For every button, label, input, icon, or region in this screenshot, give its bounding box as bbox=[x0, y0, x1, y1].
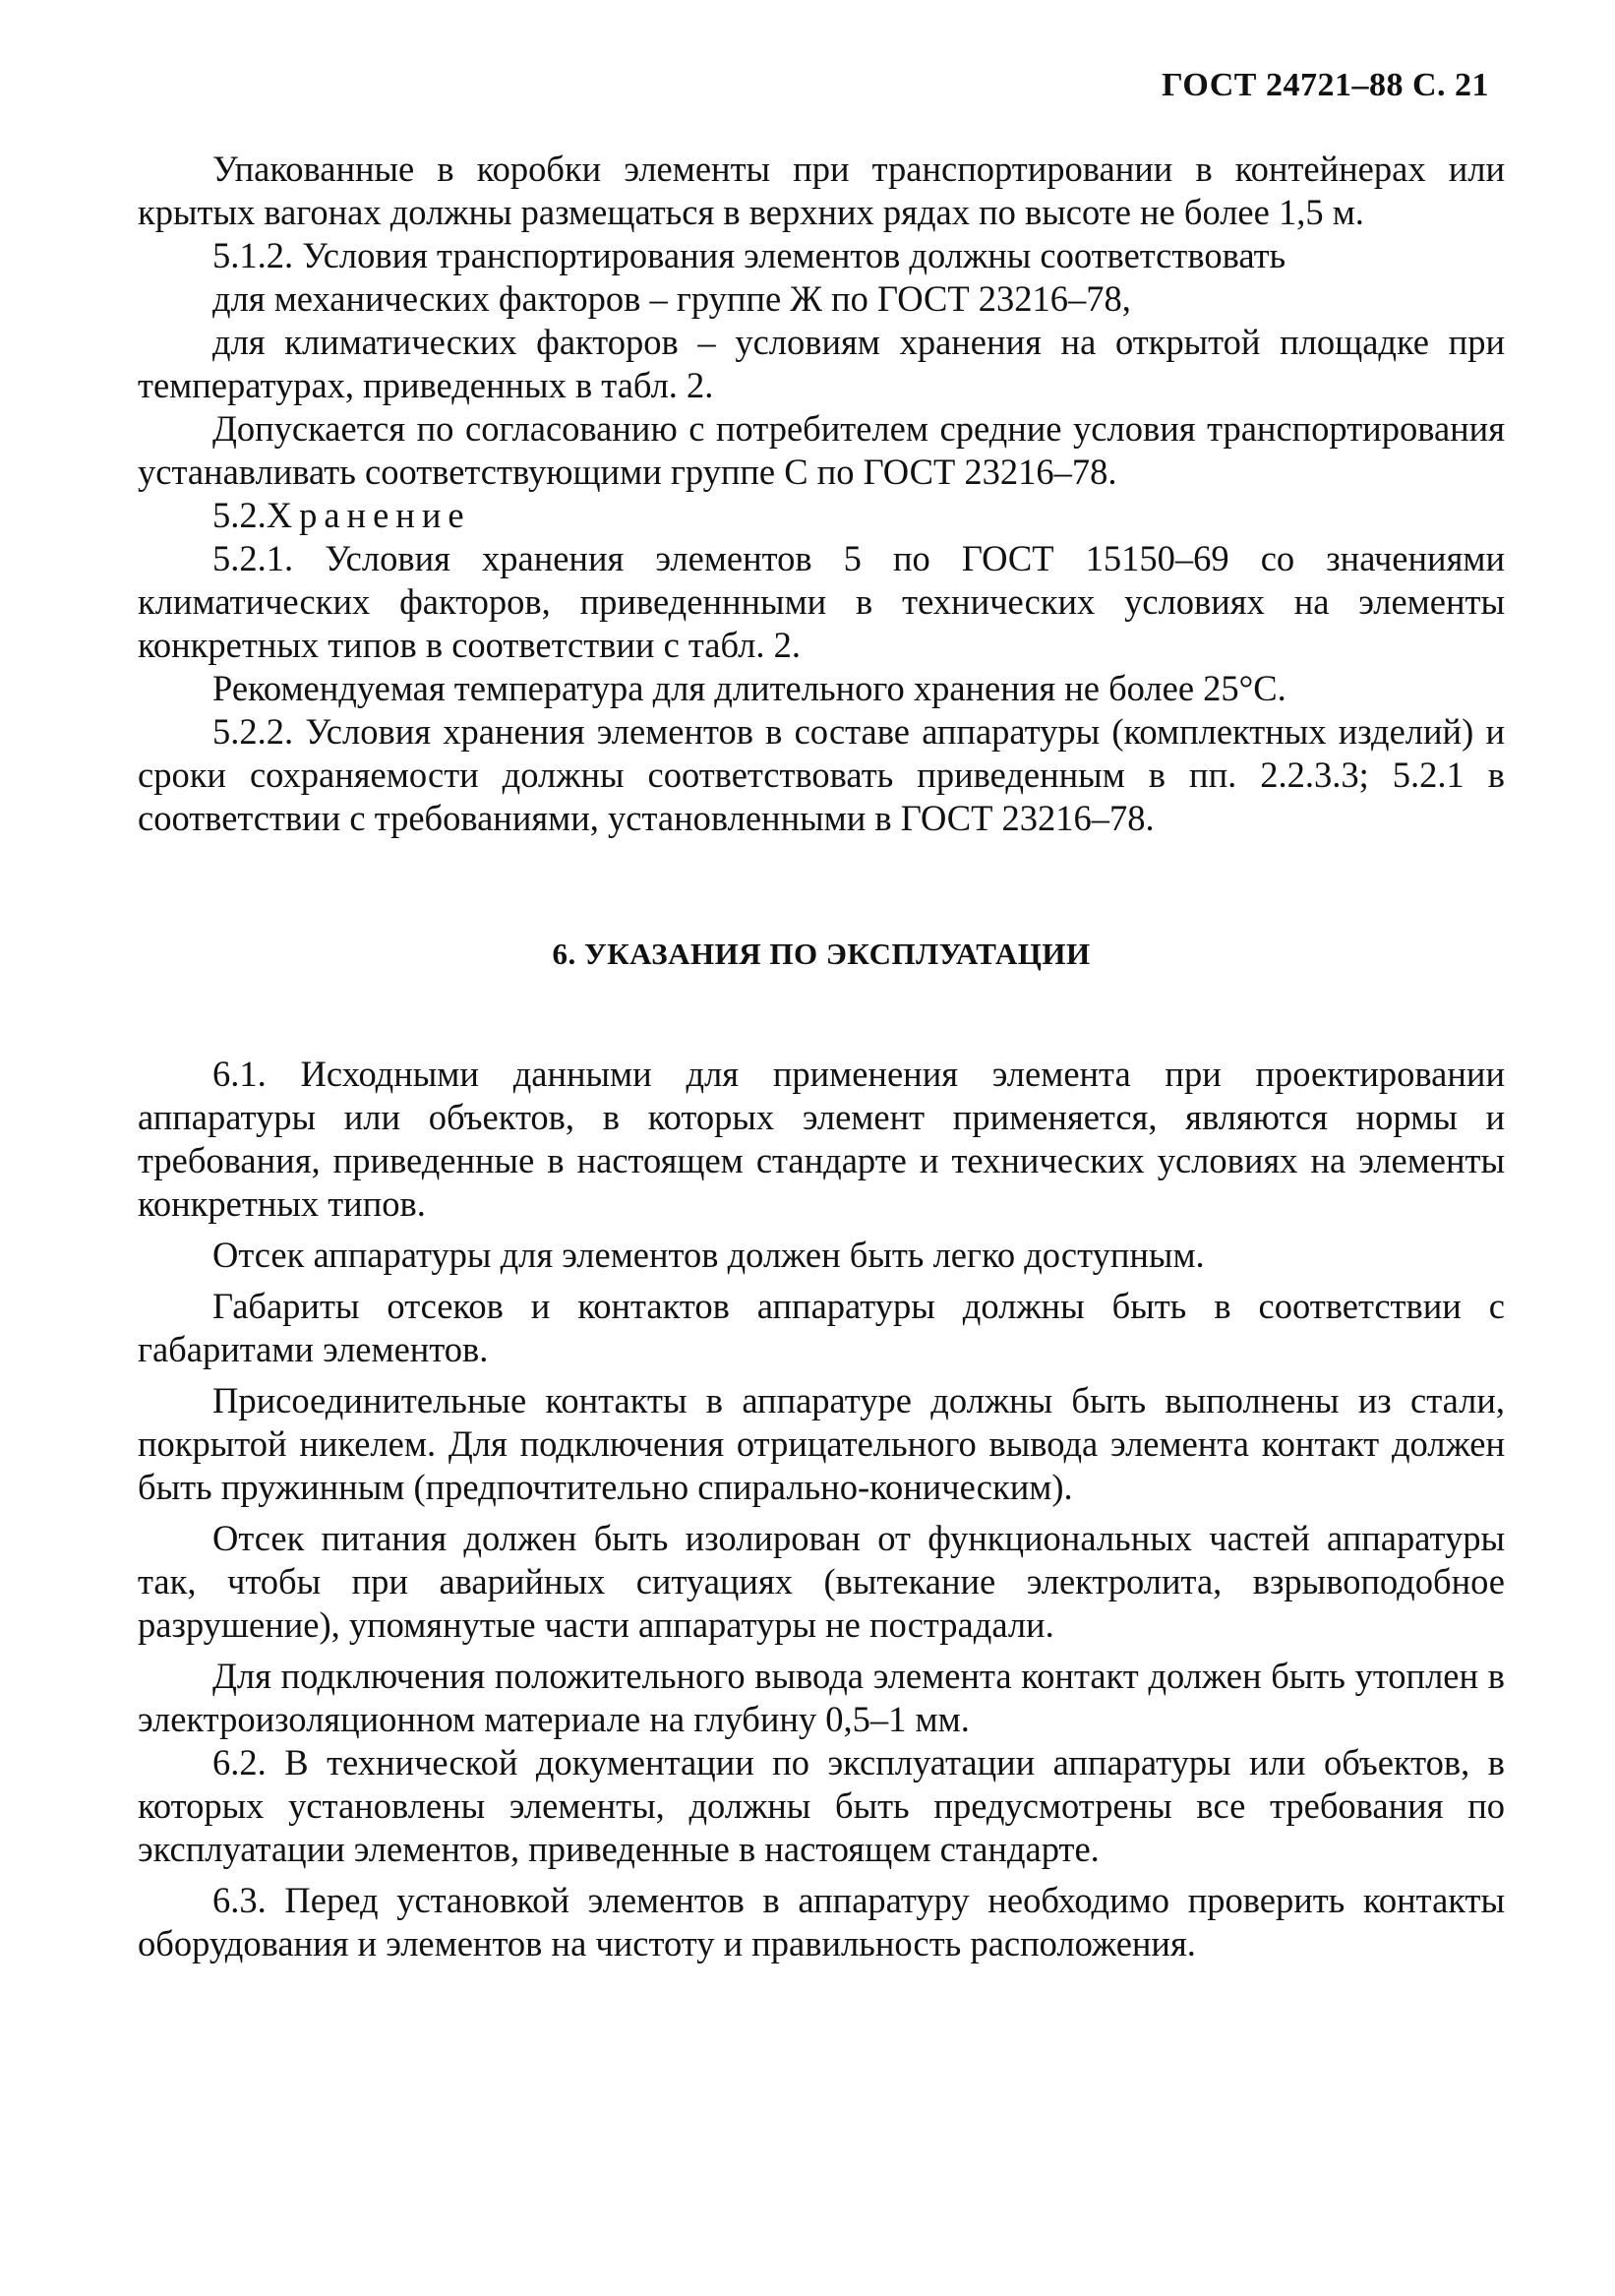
paragraph-5-2-1: 5.2.1. Условия хранения элементов 5 по ГОСТ 15150–69 со значениями климатических факторов, приведеннными в технических условиях на элементы конкретных типов в соответствии с табл. 2. bbox=[138, 538, 1505, 665]
paragraph-6-2: 6.2. В технической документации по эксплуатации аппаратуры или объектов, в которых установлены элементы, должны быть предусмотрены все требования по эксплуатации элементов, приведенные в настоящем стандарте. bbox=[138, 1742, 1505, 1869]
paragraph-transport-agreement: Допускается по согласованию с потребителем средние условия транспортирования устанавливать соответствующими группе С по ГОСТ 23216–78. bbox=[138, 408, 1505, 492]
paragraph-contacts: Присоединительные контакты в аппаратуре должны быть выполнены из стали, покрытой никелем. Для подключения отрицательного вывода элемента контакт должен быть пружинным (предпочтительно спирально-коническим). bbox=[138, 1380, 1505, 1507]
paragraph-positive-contact: Для подключения положительного вывода элемента контакт должен быть утоплен в электроизоляционном материале на глубину 0,5–1 мм. bbox=[138, 1656, 1505, 1739]
paragraph-5-2-2: 5.2.2. Условия хранения элементов в составе аппаратуры (комплектных изделий) и сроки сохраняемости должны соответствовать приведенным в пп. 2.2.3.3; 5.2.1 в соответствии с требованиями, установленными в ГОСТ 23216–78. bbox=[138, 711, 1505, 838]
paragraph-6-3: 6.3. Перед установкой элементов в аппаратуру необходимо проверить контакты оборудования и элементов на чистоту и правильность расположения. bbox=[138, 1880, 1505, 1964]
paragraph-mechanical-factors: для механических факторов – группе Ж по ГОСТ 23216–78, bbox=[212, 278, 1131, 319]
page-header: ГОСТ 24721–88 С. 21 bbox=[1162, 67, 1489, 103]
paragraph-5-1-2: 5.1.2. Условия транспортирования элементов должны соответствовать bbox=[212, 235, 1286, 275]
subsection-title: Хранение bbox=[266, 495, 471, 535]
section-heading-6: 6. УКАЗАНИЯ ПО ЭКСПЛУАТАЦИИ bbox=[552, 937, 1091, 971]
paragraph-6-1: 6.1. Исходными данными для применения элемента при проектировании аппаратуры или объектов, в которых элемент применяется, являются нормы и требования, приведенные в настоящем стандарте и технических условиях на элементы конкретных типов. bbox=[138, 1054, 1505, 1224]
paragraph-compartment-access: Отсек аппаратуры для элементов должен быть легко доступным. bbox=[212, 1235, 1205, 1275]
paragraph-power-compartment: Отсек питания должен быть изолирован от функциональных частей аппаратуры так, чтобы при аварийных ситуациях (вытекание электролита, взрывоподобное разрушение), упомянутые части аппаратуры не пострадали. bbox=[138, 1518, 1505, 1645]
paragraph-packed-elements: Упакованные в коробки элементы при транспортировании в контейнерах или крытых вагонах должны размещаться в верхних рядах по высоте не более 1,5 м. bbox=[138, 149, 1505, 232]
document-body bbox=[138, 148, 1505, 1965]
paragraph-recommended-temperature: Рекомендуемая температура для длительного хранения не более 25°С. bbox=[212, 668, 1286, 708]
paragraph-climatic-factors: для климатических факторов – условиям хранения на открытой площадке при температурах, приведенных в табл. 2. bbox=[138, 322, 1505, 405]
paragraph-dimensions: Габариты отсеков и контактов аппаратуры должны быть в соответствии с габаритами элементов. bbox=[138, 1286, 1505, 1369]
subsection-number: 5.2. bbox=[212, 495, 267, 535]
subsection-heading-storage bbox=[138, 494, 1505, 537]
